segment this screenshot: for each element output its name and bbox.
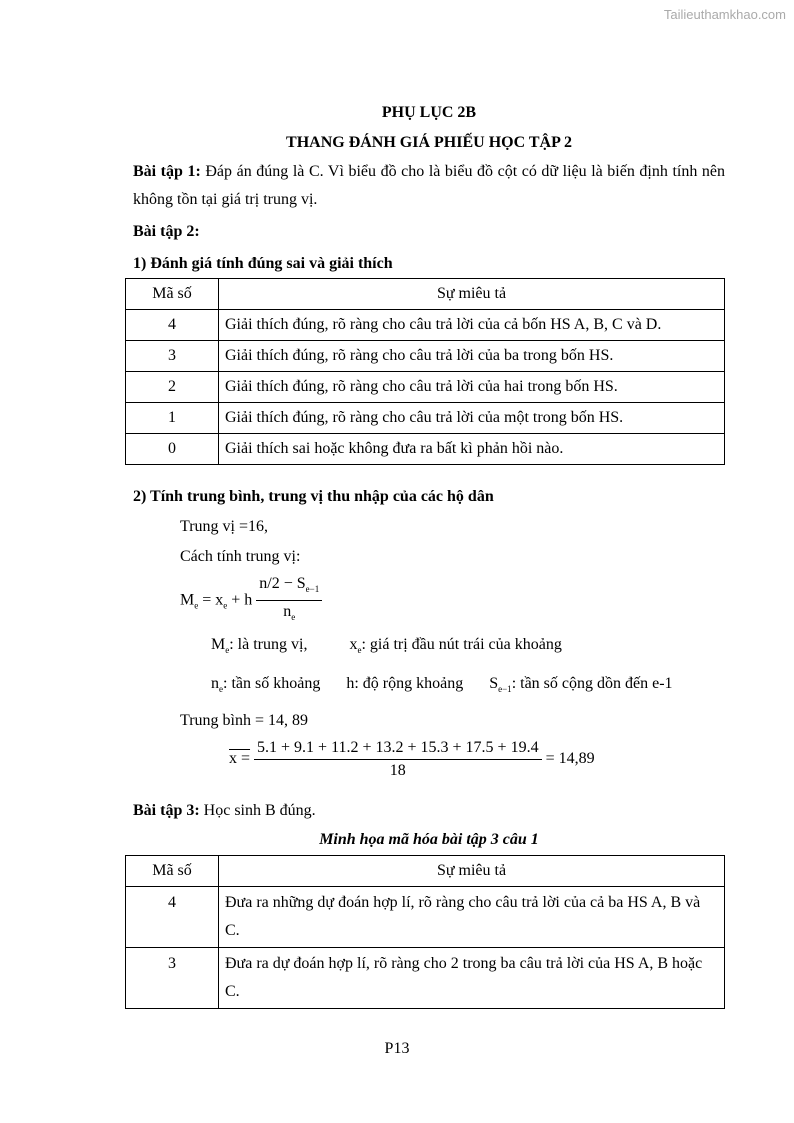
formula-fraction [256, 573, 322, 628]
row-code: 2 [126, 372, 219, 403]
document-body [133, 98, 725, 1009]
table-row [126, 372, 725, 403]
table-row [126, 403, 725, 434]
formula-lhs: M [180, 591, 195, 609]
table-caption: Minh họa mã hóa bài tập 3 câu 1 [319, 831, 539, 849]
legend-n: n [211, 675, 219, 693]
row-code: 1 [126, 403, 219, 434]
row-desc: Giải thích đúng, rõ ràng cho câu trả lời của một trong bốn HS. [219, 403, 725, 434]
exercise-1-label: Bài tập 1: [133, 163, 201, 180]
rubric-heading: THANG ĐÁNH GIÁ PHIẾU HỌC TẬP 2 [286, 134, 572, 151]
table-row [126, 434, 725, 465]
legend-h-text: h: độ rộng khoảng [346, 675, 464, 693]
row-code: 4 [126, 887, 219, 948]
mean-denominator: 18 [389, 762, 406, 780]
formula-eq: = x [198, 591, 224, 609]
header-desc: Sự miêu tả [219, 279, 725, 310]
mean-rhs: = 14,89 [545, 750, 595, 768]
table-row [126, 310, 725, 341]
exercise-1-text: Đáp án đúng là C. Vì biểu đồ cho là biểu đồ cột có dữ liệu là biến định tính nên không tồn tại giá trị trung vị. [133, 163, 725, 208]
table-row [126, 887, 725, 948]
table-header-row [126, 279, 725, 310]
appendix-heading: PHỤ LỤC 2B [381, 104, 477, 121]
legend-n-text: : tần số khoảng [223, 675, 321, 693]
legend-line-2 [133, 670, 725, 703]
mean-formula [133, 737, 725, 791]
formula-x-sub: e [223, 600, 228, 611]
rubric-table-1 [125, 278, 725, 465]
legend-s-text: : tần số cộng dồn đến e-1 [511, 675, 673, 693]
header-desc: Sự miêu tả [219, 856, 725, 887]
exercise-3-text: Học sinh B đúng. [199, 802, 316, 820]
denominator-sub: e [291, 612, 296, 623]
row-code: 3 [126, 948, 219, 1009]
legend-n-sub: e [219, 684, 223, 695]
row-desc: Đưa ra dự đoán hợp lí, rõ ràng cho 2 trong ba câu trả lời của HS A, B hoặc C. [219, 948, 725, 1009]
section-2-heading: 2) Tính trung bình, trung vị thu nhập của các hộ dân [133, 488, 494, 505]
row-desc: Giải thích đúng, rõ ràng cho câu trả lời của hai trong bốn HS. [219, 372, 725, 403]
legend-m-sub: e [225, 645, 230, 656]
legend-line-1 [133, 631, 725, 664]
page-number: P13 [384, 1040, 410, 1057]
formula-plus-h: + h [227, 591, 253, 609]
fraction-denominator [256, 601, 322, 628]
section-1-heading: 1) Đánh giá tính đúng sai và giải thích [133, 255, 393, 272]
legend-x-sub: e [357, 645, 362, 656]
row-code: 0 [126, 434, 219, 465]
row-code: 4 [126, 310, 219, 341]
fraction-numerator [256, 573, 322, 601]
rubric-table-2 [125, 855, 725, 1009]
table-header-row [126, 856, 725, 887]
row-desc: Giải thích đúng, rõ ràng cho câu trả lời của cả bốn HS A, B, C và D. [219, 310, 725, 341]
median-method: Cách tính trung vị: [180, 548, 301, 565]
mean-lhs: x = [229, 750, 251, 768]
table-row [126, 341, 725, 372]
numerator-sub: e−1 [305, 584, 320, 595]
row-desc: Giải thích sai hoặc không đưa ra bất kì phản hồi nào. [219, 434, 725, 465]
exercise-1 [133, 158, 725, 214]
numerator-text: n/2 − S [259, 575, 306, 592]
legend-x-text: : giá trị đầu nút trái của khoảng [361, 636, 562, 653]
formula-lhs-sub: e [194, 600, 199, 611]
mean-line: Trung bình = 14, 89 [180, 712, 309, 730]
watermark: Tailieuthamkhao.com [663, 7, 786, 22]
header-code: Mã số [126, 856, 219, 887]
mean-numerator: 5.1 + 9.1 + 11.2 + 13.2 + 15.3 + 17.5 + 19.4 [254, 737, 542, 760]
table-row [126, 948, 725, 1009]
exercise-3-label: Bài tập 3: [133, 802, 200, 820]
legend-s-sub: e−1 [498, 684, 512, 695]
median-line: Trung vị =16, [180, 518, 269, 535]
legend-m-text: : là trung vị, [229, 636, 308, 653]
legend-m: M [211, 636, 226, 653]
row-code: 3 [126, 341, 219, 372]
row-desc: Giải thích đúng, rõ ràng cho câu trả lời của ba trong bốn HS. [219, 341, 725, 372]
legend-s: S [489, 675, 499, 693]
mean-fraction [254, 737, 542, 782]
exercise-3 [133, 797, 725, 825]
median-formula [133, 573, 725, 625]
exercise-2-label: Bài tập 2: [133, 223, 200, 240]
legend-x: x [349, 636, 358, 653]
header-code: Mã số [126, 279, 219, 310]
denominator-text: n [283, 603, 292, 621]
row-desc: Đưa ra những dự đoán hợp lí, rõ ràng cho câu trả lời của cả ba HS A, B và C. [219, 887, 725, 948]
